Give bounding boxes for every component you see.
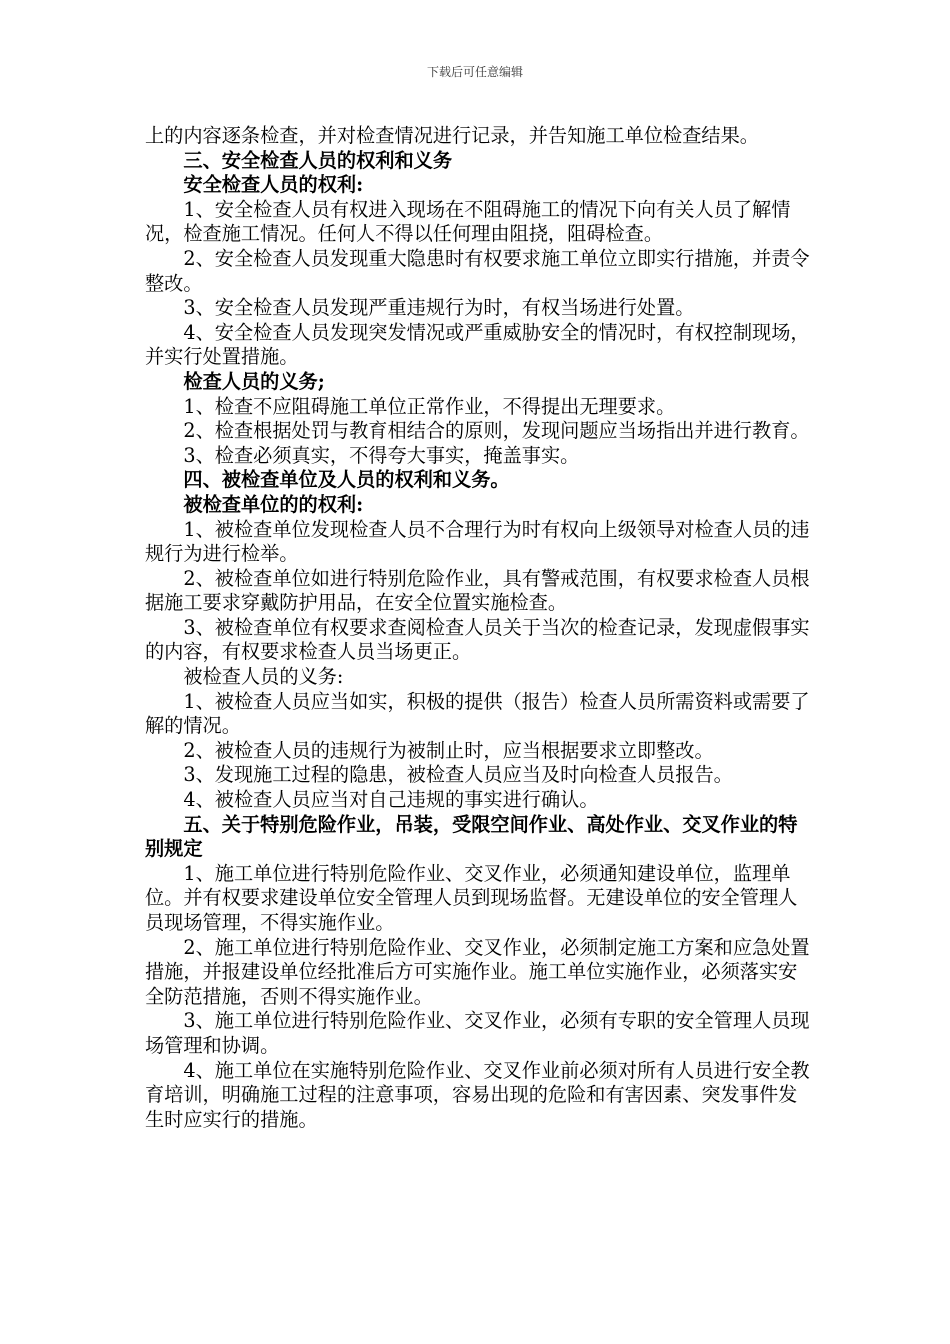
subsection-heading: 被检查单位的的权利: <box>183 492 364 516</box>
paragraph: 4、安全检查人员发现突发情况或严重威胁安全的情况时，有权控制现场，并实行处置措施。 <box>145 320 810 369</box>
paragraph: 3、检查必须真实，不得夸大事实，掩盖事实。 <box>183 443 580 467</box>
paragraph: 上的内容逐条检查，并对检查情况进行记录，并告知施工单位检查结果。 <box>145 124 759 147</box>
section-heading: 四、被检查单位及人员的权利和义务。 <box>183 468 510 492</box>
section-heading: 五、关于特别危险作业，吊装，受限空间作业、高处作业、交叉作业的特别规定 <box>145 812 798 861</box>
paragraph: 1、施工单位进行特别危险作业、交叉作业，必须通知建设单位，监理单位。并有权要求建设单位安全管理人员到现场监督。无建设单位的安全管理人员现场管理，不得实施作业。 <box>145 861 798 934</box>
paragraph: 2、施工单位进行特别危险作业、交叉作业，必须制定施工方案和应急处置措施，并报建设单位经批准后方可实施作业。施工单位实施作业，必须落实安全防范措施，否则不得实施作业。 <box>145 935 810 1008</box>
paragraph: 1、被检查单位发现检查人员不合理行为时有权向上级领导对检查人员的违规行为进行检举。 <box>145 517 810 566</box>
subsection-heading: 被检查人员的义务: <box>183 665 344 689</box>
paragraph: 2、检查根据处罚与教育相结合的原则，发现问题应当场指出并进行教育。 <box>183 419 810 443</box>
subsection-heading: 安全检查人员的权利: <box>183 173 364 197</box>
paragraph: 3、安全检查人员发现严重违规行为时，有权当场进行处置。 <box>183 296 695 320</box>
subsection-heading: 检查人员的义务; <box>183 369 325 393</box>
page-header: 下载后可任意编辑 <box>426 65 523 79</box>
paragraph: 3、施工单位进行特别危险作业、交叉作业，必须有专职的安全管理人员现场管理和协调。 <box>145 1009 810 1057</box>
paragraph: 1、检查不应阻碍施工单位正常作业，不得提出无理要求。 <box>183 394 676 418</box>
paragraph: 2、被检查单位如进行特别危险作业，具有警戒范围，有权要求检查人员根据施工要求穿戴防护用品，在安全位置实施检查。 <box>145 566 810 615</box>
paragraph: 4、施工单位在实施特别危险作业、交叉作业前必须对所有人员进行安全教育培训，明确施工过程的注意事项，容易出现的危险和有害因素、突发事件发生时应实行的措施。 <box>145 1058 810 1131</box>
paragraph: 3、被检查单位有权要求查阅检查人员关于当次的检查记录，发现虚假事实的内容，有权要求检查人员当场更正。 <box>145 615 810 664</box>
document-body <box>145 124 815 1132</box>
paragraph: 1、被检查人员应当如实，积极的提供（报告）检查人员所需资料或需要了解的情况。 <box>145 689 810 738</box>
paragraph: 3、发现施工过程的隐患，被检查人员应当及时向检查人员报告。 <box>183 763 733 787</box>
paragraph: 1、安全检查人员有权进入现场在不阻碍施工的情况下向有关人员了解情况，检查施工情况。任何人不得以任何理由阻挠，阻碍检查。 <box>145 197 791 246</box>
paragraph: 2、被检查人员的违规行为被制止时，应当根据要求立即整改。 <box>183 738 714 762</box>
paragraph: 4、被检查人员应当对自己违规的事实进行确认。 <box>183 788 599 812</box>
paragraph: 2、安全检查人员发现重大隐患时有权要求施工单位立即实行措施，并责令整改。 <box>145 246 810 295</box>
section-heading: 三、安全检查人员的权利和义务 <box>183 148 453 172</box>
